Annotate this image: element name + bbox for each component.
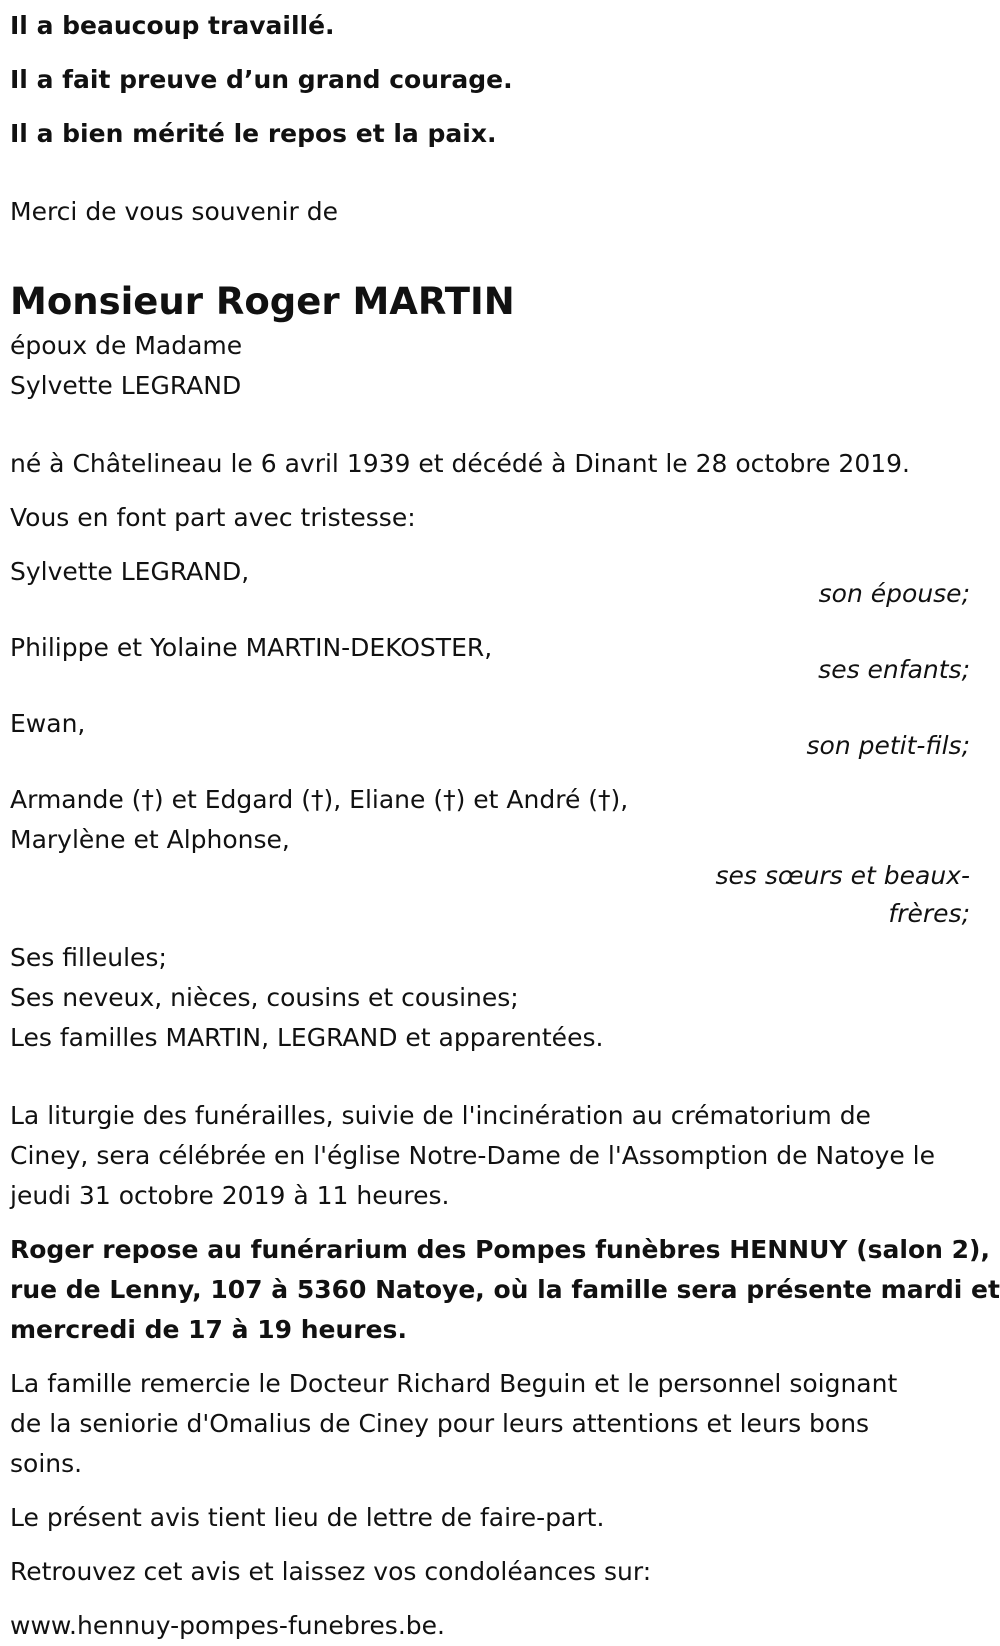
- other-relatives: [10, 938, 970, 1058]
- family-names: Armande (†) et Edgard (†), Eliane (†) et André (†),: [10, 785, 629, 814]
- funeral-service-line: jeudi 31 octobre 2019 à 11 heures.: [10, 1181, 450, 1210]
- spouse-block: [10, 326, 970, 406]
- intro-line: Il a bien mérité le repos et la paix.: [10, 119, 497, 148]
- thanks-line: soins.: [10, 1449, 83, 1478]
- family-role: son petit-fils;: [806, 731, 970, 760]
- family-names: Marylène et Alphonse,: [10, 825, 290, 854]
- deceased-name: Monsieur Roger MARTIN: [10, 280, 515, 323]
- funeral-service-line: La liturgie des funérailles, suivie de l'incinération au crématorium de: [10, 1101, 871, 1130]
- announcement-text: Vous en font part avec tristesse:: [10, 503, 416, 532]
- funerarium-line: mercredi de 17 à 19 heures.: [10, 1315, 407, 1344]
- family-role: frères;: [888, 899, 970, 928]
- funeral-service-line: Ciney, sera célébrée en l'église Notre-Dame de l'Assomption de Natoye le: [10, 1141, 935, 1170]
- thanks-line: de la seniorie d'Omalius de Ciney pour leurs attentions et leurs bons: [10, 1409, 870, 1438]
- spouse-line: époux de Madame: [10, 331, 243, 360]
- thanks-text: [10, 1364, 970, 1484]
- remembrance-text: Merci de vous souvenir de: [10, 197, 339, 226]
- condolences-text: Retrouvez cet avis et laissez vos condoléances sur:: [10, 1557, 652, 1586]
- family-entry: [10, 628, 970, 690]
- family-role: ses enfants;: [818, 655, 970, 684]
- birth-death-text: né à Châtelineau le 6 avril 1939 et décédé à Dinant le 28 octobre 2019.: [10, 449, 910, 478]
- intro-line: Il a fait preuve d’un grand courage.: [10, 65, 513, 94]
- intro-line: Il a beaucoup travaillé.: [10, 11, 335, 40]
- intro-block: [10, 0, 970, 154]
- funerarium-line: Roger repose au funérarium des Pompes funèbres HENNUY (salon 2),: [10, 1235, 990, 1264]
- funeral-service-text: [10, 1096, 970, 1216]
- other-relatives-line: Les familles MARTIN, LEGRAND et apparentées.: [10, 1023, 604, 1052]
- family-names: Sylvette LEGRAND,: [10, 557, 250, 586]
- other-relatives-line: Ses neveux, nièces, cousins et cousines;: [10, 983, 519, 1012]
- spouse-name: Sylvette LEGRAND: [10, 371, 242, 400]
- other-relatives-line: Ses filleules;: [10, 943, 167, 972]
- family-list: [10, 552, 970, 934]
- website-link[interactable]: www.hennuy-pompes-funebres.be.: [10, 1611, 445, 1640]
- thanks-line: La famille remercie le Docteur Richard Beguin et le personnel soignant: [10, 1369, 898, 1398]
- notice-text: Le présent avis tient lieu de lettre de faire-part.: [10, 1503, 605, 1532]
- family-entry: [10, 704, 970, 766]
- funerarium-text: [10, 1230, 1000, 1350]
- family-names: Philippe et Yolaine MARTIN-DEKOSTER,: [10, 633, 493, 662]
- family-role: ses sœurs et beaux-: [715, 861, 970, 890]
- family-role: son épouse;: [818, 579, 970, 608]
- family-entry: [10, 552, 970, 614]
- family-names: Ewan,: [10, 709, 86, 738]
- family-entry: [10, 780, 970, 934]
- funerarium-line: rue de Lenny, 107 à 5360 Natoye, où la famille sera présente mardi et: [10, 1275, 1000, 1304]
